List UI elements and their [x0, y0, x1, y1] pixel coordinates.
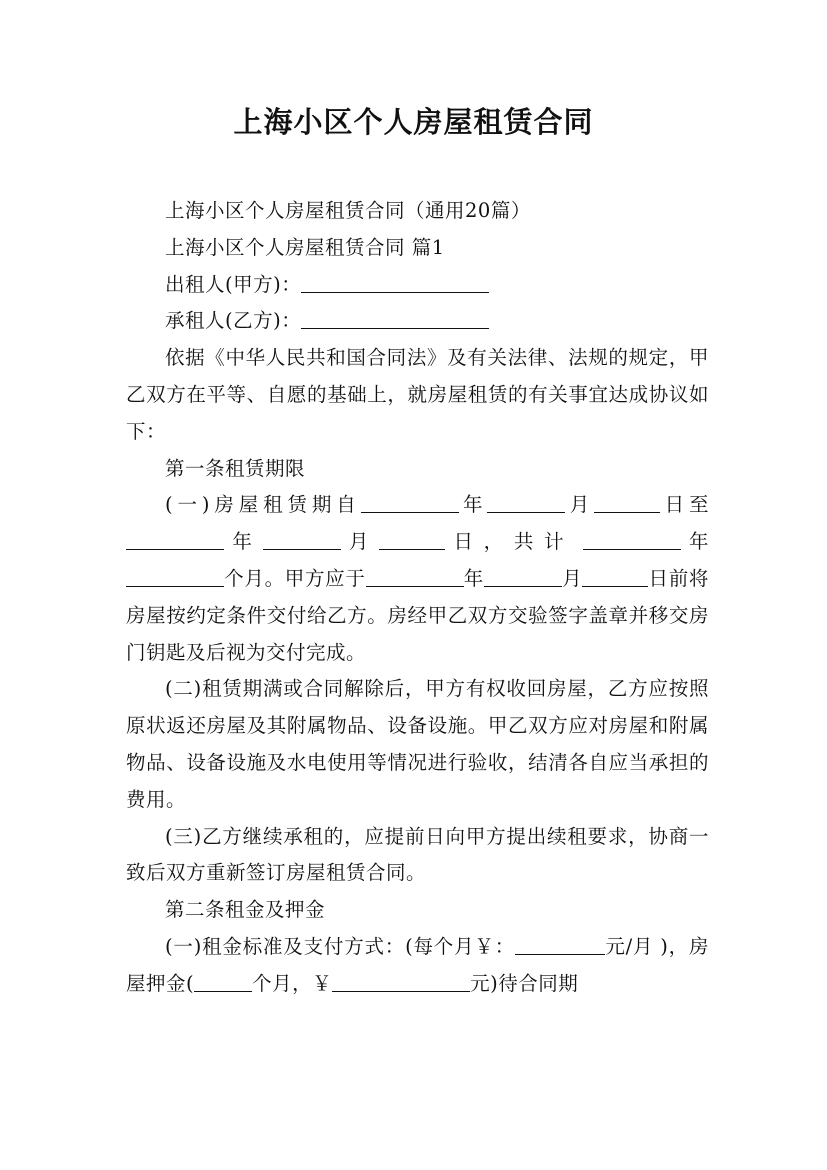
text-fragment: (一)租金标准及支付方式：(每个月￥： — [165, 934, 516, 958]
lessor-blank — [301, 272, 489, 293]
text-fragment: 年 — [689, 530, 710, 554]
blank — [582, 566, 648, 587]
blank — [263, 530, 341, 551]
lessee-blank — [301, 309, 489, 330]
lessor-line — [126, 267, 709, 304]
text-fragment: 日，共计 — [453, 530, 575, 554]
blank — [332, 971, 470, 992]
article1-title: 第一条租赁期限 — [165, 456, 306, 480]
text-fragment: 个月。甲方应于 — [224, 566, 366, 590]
lessee-line — [126, 303, 709, 340]
text-fragment: 元/月 )，房屋押金( — [126, 934, 709, 995]
article2-title: 第二条租金及押金 — [165, 898, 326, 922]
subtitle: 上海小区个人房屋租赁合同（通用20篇） — [165, 199, 531, 222]
text-fragment: 月 — [565, 493, 595, 517]
blank — [361, 493, 459, 514]
article2-paragraph1 — [126, 929, 709, 1003]
blank — [484, 566, 562, 587]
blank — [515, 934, 605, 955]
blank — [487, 493, 565, 514]
blank — [583, 530, 681, 551]
lessee-label: 承租人(乙方)： — [165, 309, 302, 333]
blank — [126, 530, 224, 551]
text-fragment: 年 — [458, 493, 488, 517]
text-fragment: (一)房屋租赁期自 — [165, 493, 361, 517]
preamble-paragraph: 依据《中华人民共和国合同法》及有关法律、法规的规定，甲乙双方在平等、自愿的基础上，就房屋租赁的有关事宜达成协议如下： — [126, 346, 709, 443]
text-fragment: 个月，￥ — [252, 971, 333, 995]
document-title: 上海小区个人房屋租赁合同 — [233, 105, 594, 139]
text-fragment: 前将房屋按约定条件交付给乙方。房经甲乙双方交验签字盖章并移交房门钥匙及后视为交付完成。 — [126, 566, 709, 664]
blank — [379, 530, 445, 551]
text-fragment: 年 — [232, 530, 255, 554]
blank — [594, 493, 660, 514]
text-fragment: 月 — [561, 566, 583, 590]
lessor-label: 出租人(甲方)： — [165, 272, 302, 296]
section-heading: 上海小区个人房屋租赁合同 篇1 — [165, 235, 445, 259]
text-fragment: 日至 — [660, 493, 709, 517]
document-body — [126, 193, 709, 1003]
blank — [126, 566, 224, 587]
article1-paragraph2: (二)租赁期满或合同解除后，甲方有权收回房屋，乙方应按照原状返还房屋及其附属物品、设备设施。甲乙双方应对房屋和附属物品、设备设施及水电使用等情况进行验收，结清各自应当承担的费用。 — [126, 677, 709, 811]
article1-paragraph3: (三)乙方继续承租的，应提前日向甲方提出续租要求，协商一致后双方重新签订房屋租赁合同。 — [126, 824, 709, 885]
article1-paragraph1 — [126, 487, 709, 671]
text-fragment: 年 — [463, 566, 484, 590]
blank — [366, 566, 464, 587]
text-fragment: 元)待合同期 — [470, 971, 579, 995]
text-fragment: 月 — [348, 530, 371, 554]
text-fragment: 日 — [648, 566, 669, 590]
blank — [194, 971, 252, 992]
